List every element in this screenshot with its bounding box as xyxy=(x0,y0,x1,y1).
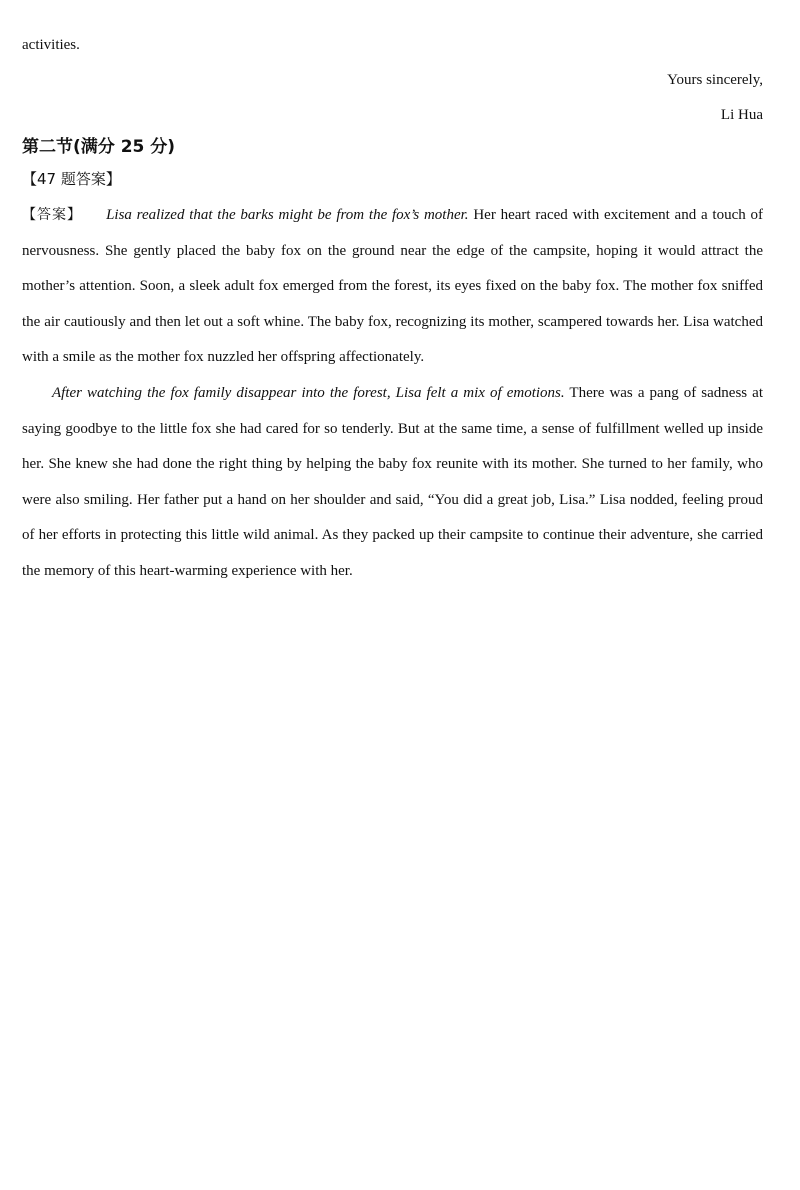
paragraph-1-lead-sentence: Lisa realized that the barks might be from the fox’s mother. xyxy=(106,207,469,223)
letter-signature: Li Hua xyxy=(720,107,763,123)
paragraph-2-lead-sentence: After watching the fox family disappear into the forest, Lisa felt a mix of emotions. xyxy=(52,384,565,401)
answer-tag: 【答案】 xyxy=(22,207,83,223)
letter-closing: Yours sincerely, xyxy=(667,72,763,88)
answer-block xyxy=(22,198,763,590)
answer-paragraph-1 xyxy=(22,198,763,376)
section-heading: 第二节(满分 25 分) xyxy=(22,137,176,157)
answer-paragraph-2 xyxy=(22,376,763,590)
question-label: 【47 题答案】 xyxy=(22,170,121,188)
letter-last-line: activities. xyxy=(22,37,80,53)
paragraph-1-body: Her heart raced with excitement and a touch of nervousness. She gently placed the baby fox on the ground near the edge of the campsite, hoping it would attract the mother’s attention. Soon, a sleek adult fox emerged from the forest, its eyes fixed on the baby fox. The mother fox sniffed the air cautiously and then let out a soft whine. The baby fox, recognizing its mother, scampered towards her. Lisa watched with a smile as the mother fox nuzzled her offspring affectionately. xyxy=(22,207,763,366)
paragraph-2-body: There was a pang of sadness at saying goodbye to the little fox she had cared for so tenderly. But at the same time, a sense of fulfillment welled up inside her. She knew she had done the right thing by helping the baby fox reunite with its mother. She turned to her family, who were also smiling. Her father put a hand on her shoulder and said, “You did a great job, Lisa.” Lisa nodded, feeling proud of her efforts in protecting this little wild animal. As they packed up their campsite to continue their adventure, she carried the memory of this heart-warming experience with her. xyxy=(22,384,763,579)
